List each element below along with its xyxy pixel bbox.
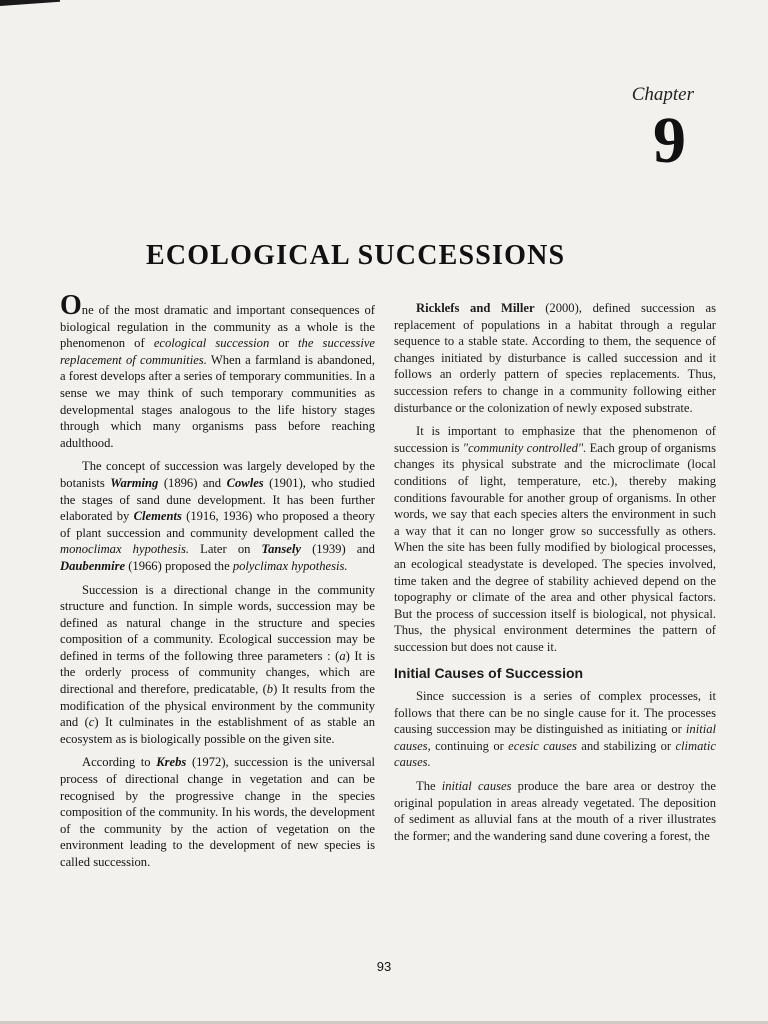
paragraph: It is important to emphasize that the phenomenon of succession is "community controlled". Each group of organisms changes its physical substrate and the microclimate (local conditions of light, temperature, etc.), thereby making conditions favourable for another group of organisms. In other words, we say that each species alters the environment in such a way that it can no longer grow so successfully as others. When the site has been fully modified by biological processes, an ecological steadystate is developed. The species involved, time taken and the degree of stability achieved depend on the topography or climate of the area and other physical factors. But the process of succession itself is biological, not physical. Thus, the physical environment determines the pattern of succession but does not cause it. bbox=[394, 424, 716, 654]
paragraph: Ricklefs and Miller (2000), defined succession as replacement of populations in a habitat through a regular sequence to a stable state. According to them, the sequence of changes initiated by disturbance is called succession and it follows an orderly pattern of species replacements. Thus, succession refers to change in a community following either disturbance or the colonization of newly exposed substrate. bbox=[394, 301, 716, 415]
author-name: Cowles bbox=[226, 475, 264, 490]
author-name: Krebs bbox=[156, 755, 187, 770]
section-heading: Initial Causes of Succession bbox=[394, 665, 584, 682]
chapter-number: 9 bbox=[653, 104, 686, 177]
left-column bbox=[60, 290, 375, 878]
author-name: Clements bbox=[133, 509, 182, 524]
paragraph: According to Krebs (1972), succession is the universal process of directional change in vegetation and can be recognised by the progressive change in the species composition of the community. In his words, the development of the community by the action of vegetation on the environment leading to the development of new species is called succession. bbox=[60, 755, 375, 869]
page-corner-shadow bbox=[0, 0, 60, 6]
chapter-title: ECOLOGICAL SUCCESSIONS bbox=[146, 240, 566, 271]
paragraph: The initial causes produce the bare area or destroy the original population in areas already vegetated. The deposition of sediment as alluvial fans at the mouth of a river illustrates the former; and the wandering sand dune covering a forest, the bbox=[394, 779, 717, 843]
right-column bbox=[394, 300, 716, 851]
paragraph: Succession is a directional change in the community structure and function. In simple words, succession may be defined as natural change in the structure and species composition of a community. Ecological succession may be defined in terms of the following three parameters : (a) It is the orderly process of community changes, which are directional and therefore, predicatable, (b) It results from the modification of the physical environment by the community and (c) It culminates in the establishment of as stable an ecosystem as is biologically possible on the given site. bbox=[60, 582, 375, 746]
drop-cap: O bbox=[60, 290, 82, 321]
paragraph: Since succession is a series of complex processes, it follows that there can be no single cause for it. The processes causing succession may be distinguished as initiating or initial causes, continuing or ecesic causes and stabilizing or climatic causes. bbox=[394, 689, 717, 770]
page-number: 93 bbox=[376, 959, 392, 974]
author-name: Tansely bbox=[261, 542, 301, 557]
chapter-label: Chapter bbox=[631, 84, 694, 105]
paragraph: The concept of succession was largely developed by the botanists Warming (1896) and Cowles (1901), who studied the stages of sand dune development. It has been further elaborated by Clements (1916, 1936) who proposed a theory of plant succession and community development called the monoclimax hypothesis. Later on Tansely (1939) and Daubenmire (1966) proposed the polyclimax hypothesis. bbox=[60, 459, 375, 573]
author-name: Ricklefs and Miller bbox=[416, 301, 535, 315]
author-name: Daubenmire bbox=[60, 558, 126, 573]
author-name: Warming bbox=[110, 475, 159, 490]
paragraph: One of the most dramatic and important consequences of biological regulation in the community as a whole is the phenomenon of ecological succession or the successive replacement of communities. When a farmland is abandoned, a forest develops after a series of temporary communities. In a sense we may think of such temporary communities as developmental stages analogous to the life history stages through which many organisms pass before reaching adulthood. bbox=[60, 290, 375, 450]
